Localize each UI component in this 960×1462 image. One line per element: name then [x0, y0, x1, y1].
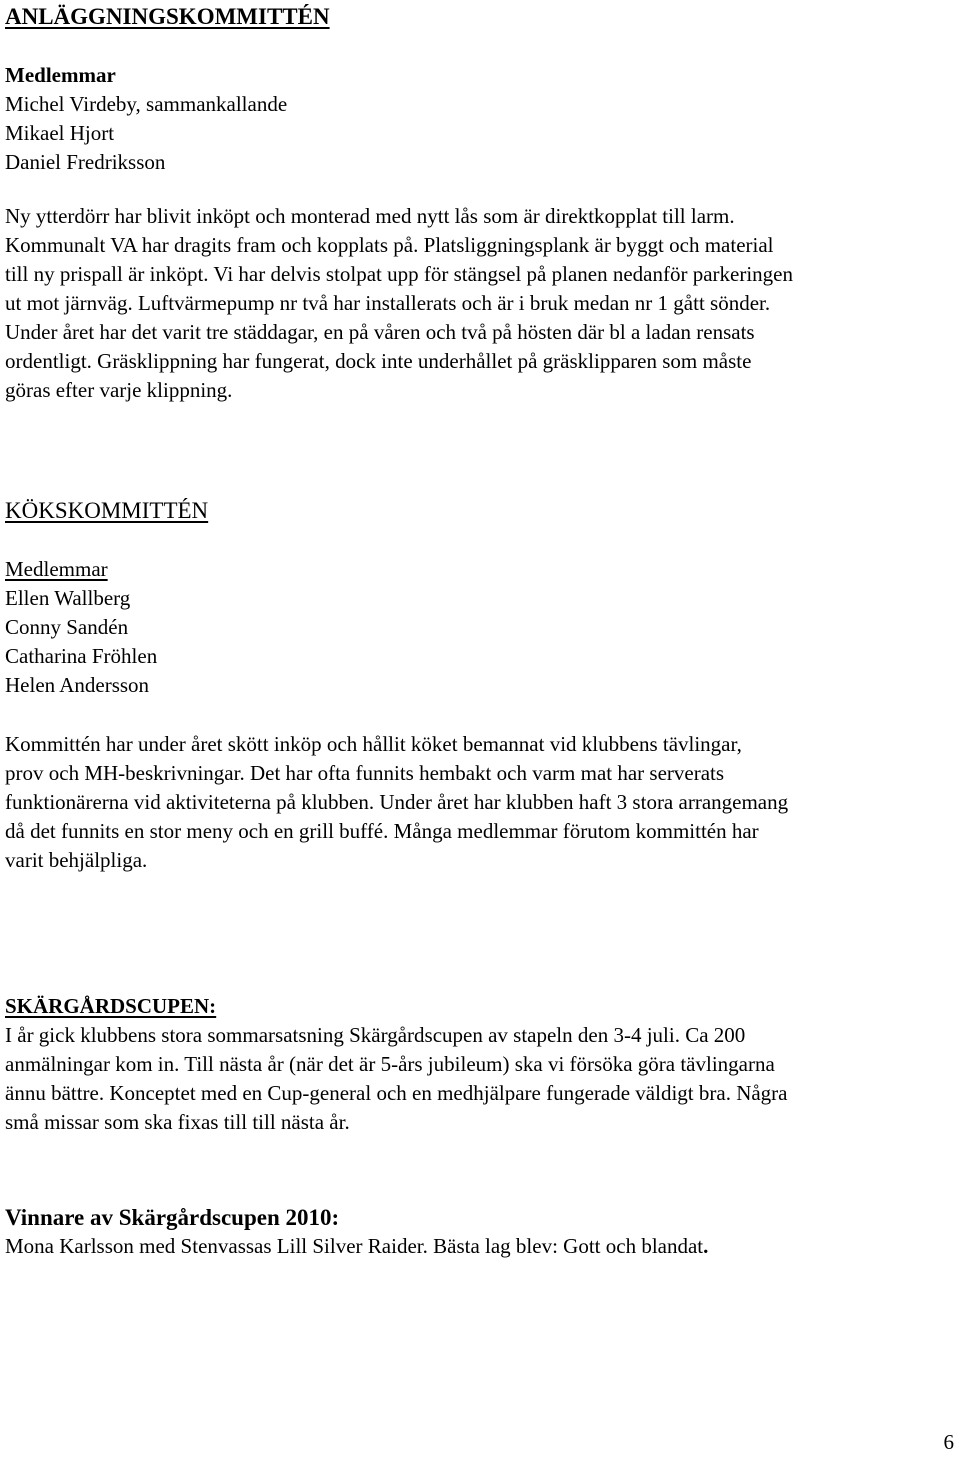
- member-name: Ellen Wallberg: [5, 586, 131, 610]
- kok-section: [5, 496, 208, 525]
- anlaggning-members-heading: Medlemmar: [5, 63, 116, 87]
- body-line: till ny prispall är inköpt. Vi har delvis stolpat upp för stängsel på planen nedanför parkeringen: [5, 262, 793, 286]
- body-line: Kommittén har under året skött inköp och hållit köket bemannat vid klubbens tävlingar,: [5, 732, 742, 756]
- kok-members-heading: Medlemmar: [5, 557, 108, 581]
- page-number: 6: [943, 1430, 954, 1454]
- body-line: då det funnits en stor meny och en grill buffé. Många medlemmar förutom kommittén har: [5, 819, 759, 843]
- kok-title: KÖKSKOMMITTÉN: [5, 498, 209, 523]
- body-line: Kommunalt VA har dragits fram och kopplats på. Platsliggningsplank är byggt och material: [5, 233, 774, 257]
- body-line: små missar som ska fixas till till nästa år.: [5, 1110, 350, 1134]
- body-line: I år gick klubbens stora sommarsatsning Skärgårdscupen av stapeln den 3-4 juli. Ca 200: [5, 1023, 746, 1047]
- kok-body: [5, 730, 788, 875]
- anlaggning-body: [5, 202, 793, 405]
- body-line: prov och MH-beskrivningar. Det har ofta funnits hembakt och varm mat har serverats: [5, 761, 725, 785]
- vinnare-end-mark: .: [703, 1234, 709, 1258]
- skargard-section: [5, 992, 788, 1137]
- body-line: ännu bättre. Konceptet med en Cup-general och en medhjälpare fungerade väldigt bra. Några: [5, 1081, 788, 1105]
- member-name: Conny Sandén: [5, 615, 129, 639]
- body-line: anmälningar kom in. Till nästa år (när det är 5-års jubileum) ska vi försöka göra tävlingarna: [5, 1052, 775, 1076]
- vinnare-text-line: [5, 1232, 708, 1261]
- vinnare-text: Mona Karlsson med Stenvassas Lill Silver Raider. Bästa lag blev: Gott och blandat: [5, 1234, 704, 1258]
- body-line: ut mot järnväg. Luftvärmepump nr två har installerats och är i bruk medan nr 1 gått sönder.: [5, 291, 771, 315]
- member-name: Mikael Hjort: [5, 121, 115, 145]
- member-name: Helen Andersson: [5, 673, 150, 697]
- vinnare-title: Vinnare av Skärgårdscupen 2010:: [5, 1205, 340, 1230]
- anlaggning-section: [5, 2, 330, 31]
- anlaggning-members: [5, 61, 287, 177]
- kok-members: [5, 555, 157, 700]
- body-line: funktionärerna vid aktiviteterna på klubben. Under året har klubben haft 3 stora arrangemang: [5, 790, 789, 814]
- anlaggning-title: ANLÄGGNINGSKOMMITTÉN: [5, 4, 330, 29]
- body-line: Ny ytterdörr har blivit inköpt och monterad med nytt lås som är direktkopplat till larm.: [5, 204, 735, 228]
- body-line: göras efter varje klippning.: [5, 378, 233, 402]
- skargard-title: SKÄRGÅRDSCUPEN:: [5, 994, 217, 1018]
- vinnare-section: [5, 1203, 708, 1261]
- body-line: ordentligt. Gräsklippning har fungerat, dock inte underhållet på gräsklipparen som måste: [5, 349, 752, 373]
- body-line: Under året har det varit tre städdagar, en på våren och två på hösten där bl a ladan rensats: [5, 320, 755, 344]
- member-name: Daniel Fredriksson: [5, 150, 166, 174]
- member-name: Michel Virdeby, sammankallande: [5, 92, 288, 116]
- member-name: Catharina Fröhlen: [5, 644, 158, 668]
- body-line: varit behjälpliga.: [5, 848, 148, 872]
